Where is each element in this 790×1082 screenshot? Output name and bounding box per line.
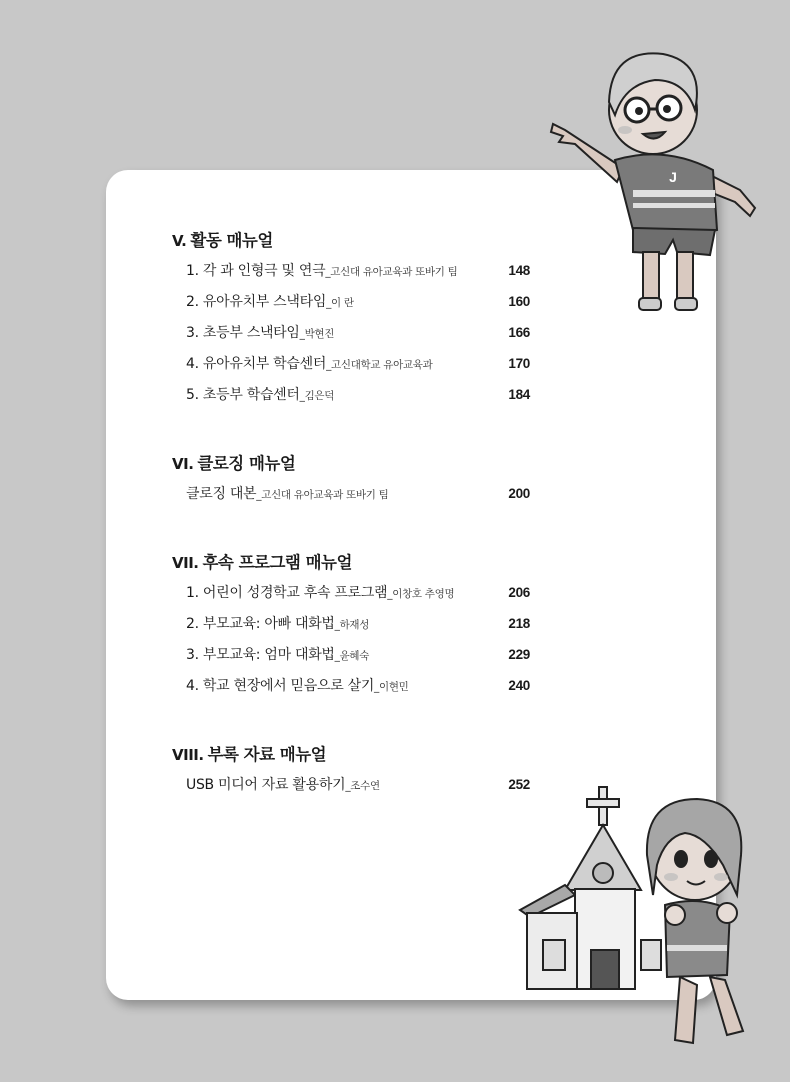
shirt-letter: J [669,169,677,185]
entry-author: _김은덕 [299,390,335,402]
entry-title: USB 미디어 자료 활용하기 [186,777,346,793]
entry-title: 2. 유아유치부 스낵타임 [186,294,327,310]
entry-title: 3. 초등부 스낵타임 [186,325,300,341]
toc-entry[interactable] [172,772,532,803]
section-title [172,228,532,254]
section-numeral: VIII. [172,746,204,764]
entry-author: _고신대 유아교육과 또바기 팀 [325,266,458,278]
entry-page-number: 166 [508,325,530,340]
entry-page-number: 206 [508,585,530,600]
table-of-contents [172,228,532,841]
entry-author: _고신대 유아교육과 또바기 팀 [256,489,389,501]
toc-entry[interactable] [172,351,532,382]
entry-author: _고신대학교 유아교육과 [326,359,433,371]
toc-entry[interactable] [172,580,532,611]
toc-entry[interactable] [172,642,532,673]
entry-page-number: 170 [508,356,530,371]
entry-page-number: 148 [508,263,530,278]
entry-page-number: 218 [508,616,530,631]
toc-section [172,550,532,704]
entry-page-number: 240 [508,678,530,693]
toc-entry[interactable] [172,258,532,289]
entry-page-number: 229 [508,647,530,662]
section-title-text: 후속 프로그램 매뉴얼 [202,553,352,572]
toc-entry[interactable] [172,382,532,413]
toc-section [172,451,532,512]
toc-section [172,228,532,413]
entry-page-number: 252 [508,777,530,792]
entry-title: 클로징 대본 [186,486,257,502]
entry-author: _윤혜숙 [334,650,370,662]
entry-title: 4. 학교 현장에서 믿음으로 살기 [186,678,375,694]
toc-entry[interactable] [172,320,532,351]
entry-author: _박현진 [299,328,335,340]
church-and-girl-illustration [515,785,750,1060]
entry-author: _조수연 [345,780,380,792]
toc-section [172,742,532,803]
section-numeral: V. [172,232,187,250]
section-title-text: 클로징 매뉴얼 [197,454,296,473]
boy-character-illustration [545,40,760,325]
section-numeral: VII. [172,554,199,572]
entry-title: 4. 유아유치부 학습센터 [186,356,327,372]
entry-title: 5. 초등부 학습센터 [186,387,300,403]
toc-entry[interactable] [172,289,532,320]
section-title [172,550,532,576]
section-numeral: VI. [172,455,194,473]
entry-author: _이현민 [374,681,409,693]
section-title-text: 부록 자료 매뉴얼 [207,745,327,764]
entry-page-number: 184 [508,387,530,402]
entry-title: 3. 부모교육: 엄마 대화법 [186,647,335,663]
entry-page-number: 160 [508,294,530,309]
section-title [172,451,532,477]
entry-author: _이창호 추영명 [387,588,455,600]
entry-author: _하재성 [334,619,370,631]
entry-page-number: 200 [508,486,530,501]
entry-author: _이 란 [326,297,354,309]
section-title-text: 활동 매뉴얼 [190,231,273,250]
section-title [172,742,532,768]
entry-title: 1. 각 과 인형극 및 연극 [186,263,326,279]
toc-entry[interactable] [172,481,532,512]
toc-entry[interactable] [172,673,532,704]
toc-entry[interactable] [172,611,532,642]
entry-title: 2. 부모교육: 아빠 대화법 [186,616,335,632]
entry-title: 1. 어린이 성경학교 후속 프로그램 [186,585,388,601]
